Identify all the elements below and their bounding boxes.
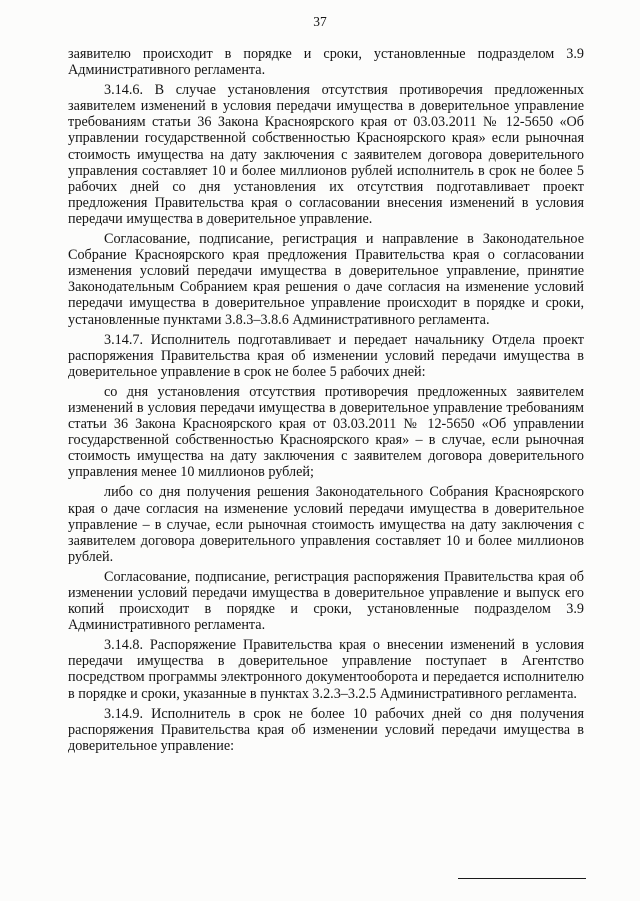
footer-rule (458, 878, 586, 879)
paragraph-deadline-option-1: со дня установления отсутствия противоречия предложенных заявителем изменений в условия передачи имущества в доверительное управление требованиям статьи 36 Закона Красноярского края от 03.03.2011 № 12-5650 «Об управлении государственной собственностью Красноярского края» – в случае, если рыночная стоимость имущества на дату заключения с заявителем договора доверительного управления менее 10 миллионов рублей; (68, 383, 584, 481)
paragraph-3-14-9: 3.14.9. Исполнитель в срок не более 10 рабочих дней со дня получения распоряжения Правительства края об изменении условий передачи имущества в доверительное управление: (68, 705, 584, 754)
page-number: 37 (313, 14, 327, 29)
document-body (68, 46, 584, 758)
paragraph-3-14-7: 3.14.7. Исполнитель подготавливает и передает начальнику Отдела проект распоряжения Правительства края об изменении условий передачи имущества в доверительное управление в срок не более 5 рабочих дней: (68, 331, 584, 380)
paragraph-3-14-8: 3.14.8. Распоряжение Правительства края о внесении изменений в условия передачи имущества в доверительное управление поступает в Агентство посредством программы электронного документооборота и передается исполнителю в порядке и сроки, указанные в пунктах 3.2.3–3.2.5 Административного регламента. (68, 637, 584, 702)
paragraph-continuation: заявителю происходит в порядке и сроки, установленные подразделом 3.9 Административного регламента. (68, 46, 584, 79)
paragraph-3-14-6: 3.14.6. В случае установления отсутствия противоречия предложенных заявителем изменений в условия передачи имущества в доверительное управление требованиям статьи 36 Закона Красноярского края от 03.03.2011 № 12-5650 «Об управлении государственной собственностью Красноярского края» если рыночная стоимость имущества на дату заключения с заявителем договора доверительного управления составляет 10 и более миллионов рублей исполнитель в срок не более 5 рабочих дней со дня установления их отсутствия подготавливает проект предложения Правительства края о согласовании внесения изменений в условия передачи имущества в доверительное управление. (68, 82, 584, 227)
paragraph-approval-legislative: Согласование, подписание, регистрация и направление в Законодательное Собрание Красноярского края предложения Правительства края о согласовании изменения условий передачи имущества в доверительное управление, принятие Законодательным Собранием края решения о даче согласия на изменение условий передачи имущества в доверительное управление происходит в порядке и сроки, установленные пунктами 3.8.3–3.8.6 Административного регламента. (68, 231, 584, 328)
paragraph-deadline-option-2: либо со дня получения решения Законодательного Собрания Красноярского края о даче согласия на изменение условий передачи имущества в доверительное управление – в случае, если рыночная стоимость имущества на дату заключения с заявителем договора доверительного управления составляет 10 и более миллионов рублей. (68, 484, 584, 565)
paragraph-approval-order: Согласование, подписание, регистрация распоряжения Правительства края об изменении условий передачи имущества в доверительное управление и выпуск его копий происходит в порядке и сроки, установленные подразделом 3.9 Административного регламента. (68, 568, 584, 634)
